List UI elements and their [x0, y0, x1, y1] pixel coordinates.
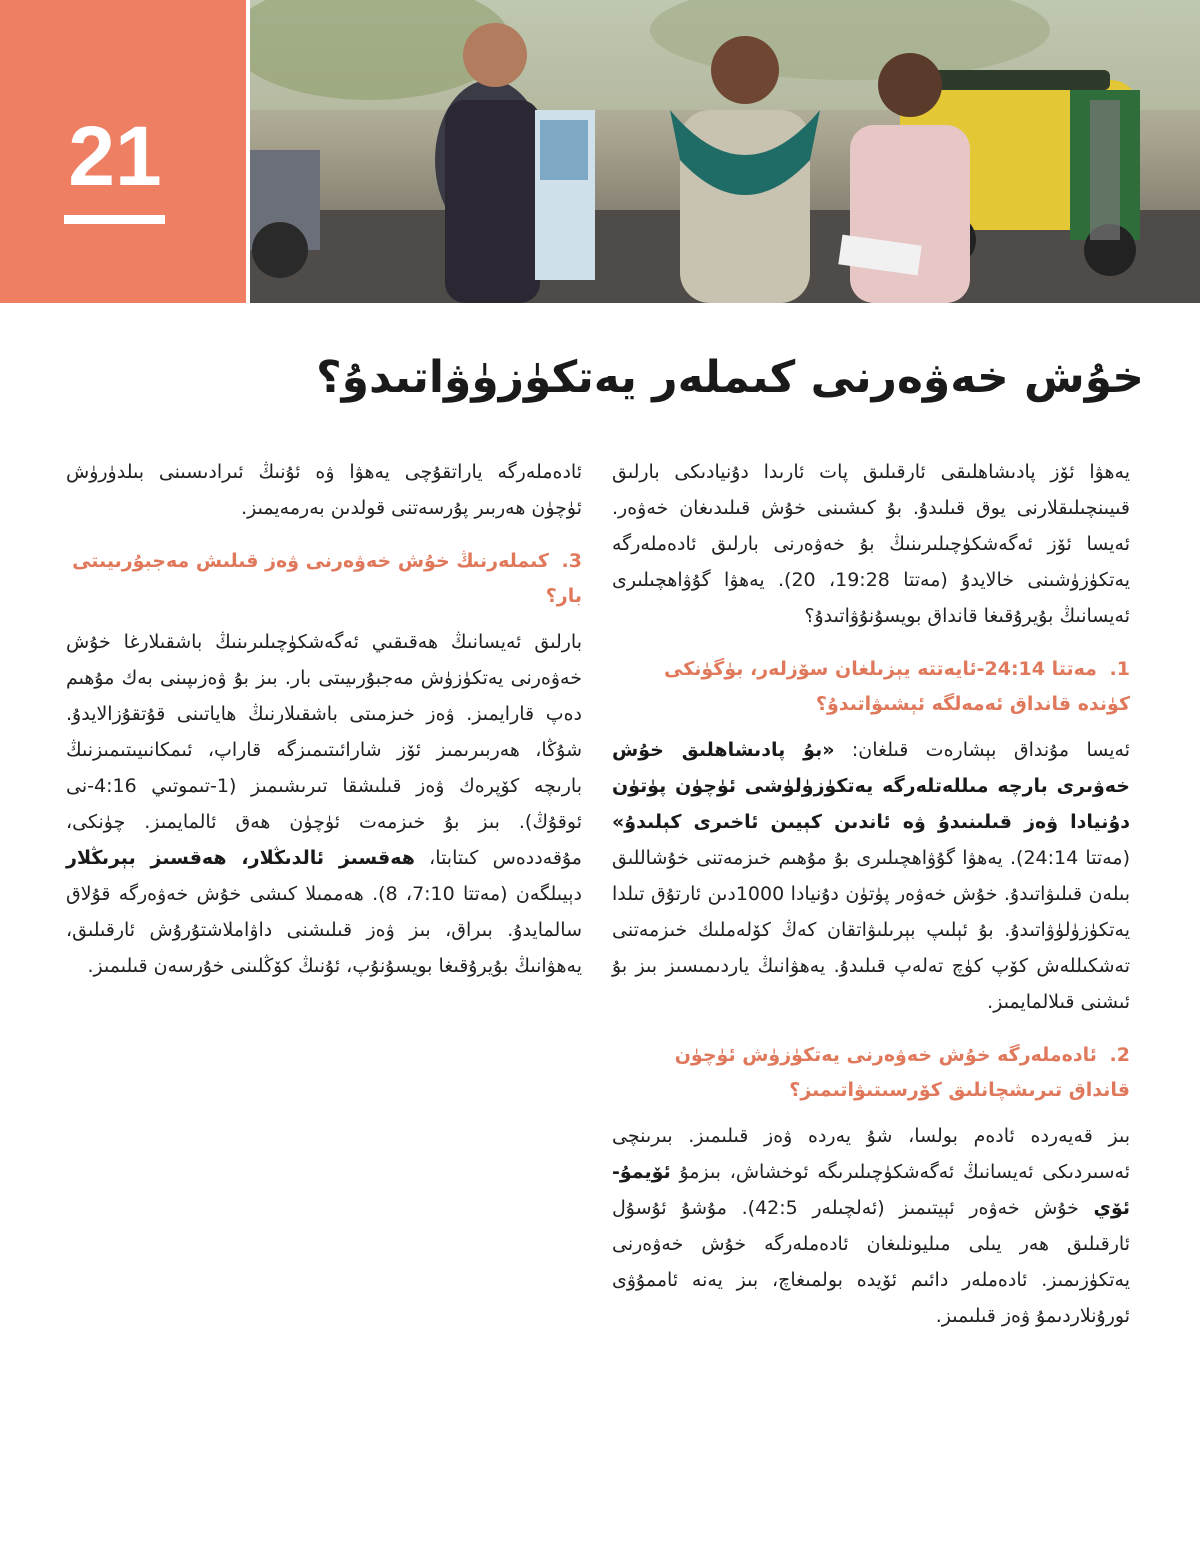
section-1-quote: «بۇ پادىشاھلىق خۇش خەۋىرى بارچە مىللەتلەرگە يەتكۈزۈلۈشى ئۈچۈن پۈتۈن دۇنيادا ۋەز قىلىنىدۇ ۋە ئاندىن كېيىن ئاخىرى كېلىدۇ» [612, 739, 1130, 833]
section-1-text-a: ئەيسا مۇنداق بېشارەت قىلغان: [834, 739, 1130, 761]
left-intro-paragraph: ئادەملەرگە ياراتقۇچى يەھۋا ۋە ئۇنىڭ ئىرادىسىنى بىلدۈرۈش ئۈچۈن ھەربىر پۇرسەتنى قولدىن بەرمەيمىز. [66, 461, 582, 519]
lesson-badge [0, 0, 246, 303]
lesson-number: 21 [68, 109, 162, 203]
section-2-paragraph [612, 1118, 1130, 1334]
question-3-text: كىملەرنىڭ خۇش خەۋەرنى ۋەز قىلىش مەجبۇرىيىتى بار؟ [72, 550, 582, 607]
question-1-text: مەتتا 24:14-ئايەتتە يېزىلغان سۆزلەر، بۈگۈنكى كۈندە قانداق ئەمەلگە ئېشىۋاتىدۇ؟ [663, 658, 1130, 715]
question-2-number: 2. [1109, 1044, 1130, 1066]
section-2-text-b: خۇش خەۋەر ئېيتىمىز (ئەلچىلەر 42:5). مۇشۇ ئۇسۇل ئارقىلىق ھەر يىلى مىليونلىغان ئادەملەرگە خۇش خەۋەرنى يەتكۈزىمىز. ئادەملەر دائىم ئۆيدە بولمىغاچ، بىز يەنە ئاممۇۋى ئورۇنلاردىمۇ ۋەز قىلىمىز. [612, 1197, 1130, 1327]
question-3 [66, 544, 582, 614]
section-1-paragraph [612, 732, 1130, 1020]
question-2-text: ئادەملەرگە خۇش خەۋەرنى يەتكۈزۈش ئۈچۈن قانداق تىرىشچانلىق كۆرسىتىۋاتىمىز؟ [674, 1044, 1130, 1101]
section-3-bold: ھەقسىز ئالدىڭلار، ھەقسىز بېرىڭلار [66, 847, 415, 869]
header-photo [250, 0, 1200, 303]
lesson-number-underline [64, 215, 165, 224]
section-3-text-b: دېيىلگەن (مەتتا 7:10، 8). ھەممىلا كىشى خۇش خەۋەرگە قۇلاق سالمايدۇ. بىراق، بىز ۋەز قىلىشنى داۋاملاشتۇرۇش ئارقىلىق، يەھۋانىڭ بۇيرۇقىغا بويسۇنۇپ، ئۇنىڭ كۆڭلىنى خۇرسەن قىلىمىز. [66, 883, 583, 977]
left-column [66, 454, 582, 984]
question-2 [612, 1038, 1130, 1108]
page-title: خۇش خەۋەرنى كىملەر يەتكۈزۈۋاتىدۇ؟ [316, 352, 1144, 403]
section-3-paragraph [66, 624, 582, 984]
intro-paragraph: يەھۋا ئۆز پادىشاھلىقى ئارقىلىق پات ئارىدا دۇنيادىكى بارلىق قىيىنچىلىقلارنى يوق قىلىدۇ. بۇ كىشىنى خۇش قىلىدىغان خەۋەر. ئەيسا ئۆز ئەگەشكۈچىلىرىنىڭ بۇ خەۋەرنى بارلىق ئادەملەرگە يەتكۈزۈشىنى خالايدۇ (مەتتا 19:28، 20). يەھۋا گۇۋاھچىلىرى ئەيسانىڭ بۇيرۇقىغا قانداق بويسۇنۇۋاتىدۇ؟ [612, 461, 1130, 627]
question-1 [612, 652, 1130, 722]
right-column [612, 454, 1130, 1334]
question-1-number: 1. [1109, 658, 1130, 680]
section-3-text-a: بارلىق ئەيسانىڭ ھەقىقىي ئەگەشكۈچىلىرىنىڭ باشقىلارغا خۇش خەۋەرنى يەتكۈزۈش مەجبۇرىيىتى بار. بىز بۇ ۋەزىپىنى بەك مۇھىم دەپ قارايمىز. ۋەز خىزمىتى باشقىلارنىڭ ھاياتىنى قۇتقۇزالايدۇ. شۇڭا، ھەربىرىمىز ئۆز شارائىتىمىزگە قاراپ، ئىمكانىيىتىمىزنىڭ بارىچە كۆپرەك ۋەز قىلىشقا تىرىشىمىز (1-تىموتىي 4:16-نى ئوقۇڭ). بىز بۇ خىزمەت ئۈچۈن ھەق ئالمايمىز. چۈنكى، مۇقەددەس كىتابتا، [66, 631, 582, 869]
section-2-bold: ئۆيمۇ-ئۆي [612, 1161, 1131, 1219]
section-2-text-a: بىز قەيەردە ئادەم بولسا، شۇ يەردە ۋەز قىلىمىز. بىرىنچى ئەسىردىكى ئەيسانىڭ ئەگەشكۈچىلىرىگە ئوخشاش، بىزمۇ [612, 1125, 1130, 1183]
section-1-text-b: (مەتتا 24:14). يەھۋا گۇۋاھچىلىرى بۇ مۇھىم خىزمەتنى خۇشاللىق بىلەن قىلىۋاتىدۇ. خۇش خەۋەر پۈتۈن دۇنيادا 1000دىن ئارتۇق تىلدا يەتكۈزۈلۈۋاتىدۇ. بۇ ئېلىپ بېرىلىۋاتقان كەڭ كۆلەملىك خىزمەتنى تەشكىللەش كۆپ كۈچ تەلەپ قىلىدۇ. يەھۋانىڭ ياردىمىسىز بىز بۇ ئىشنى قىلالمايمىز. [612, 847, 1131, 1013]
question-3-number: 3. [561, 550, 582, 572]
